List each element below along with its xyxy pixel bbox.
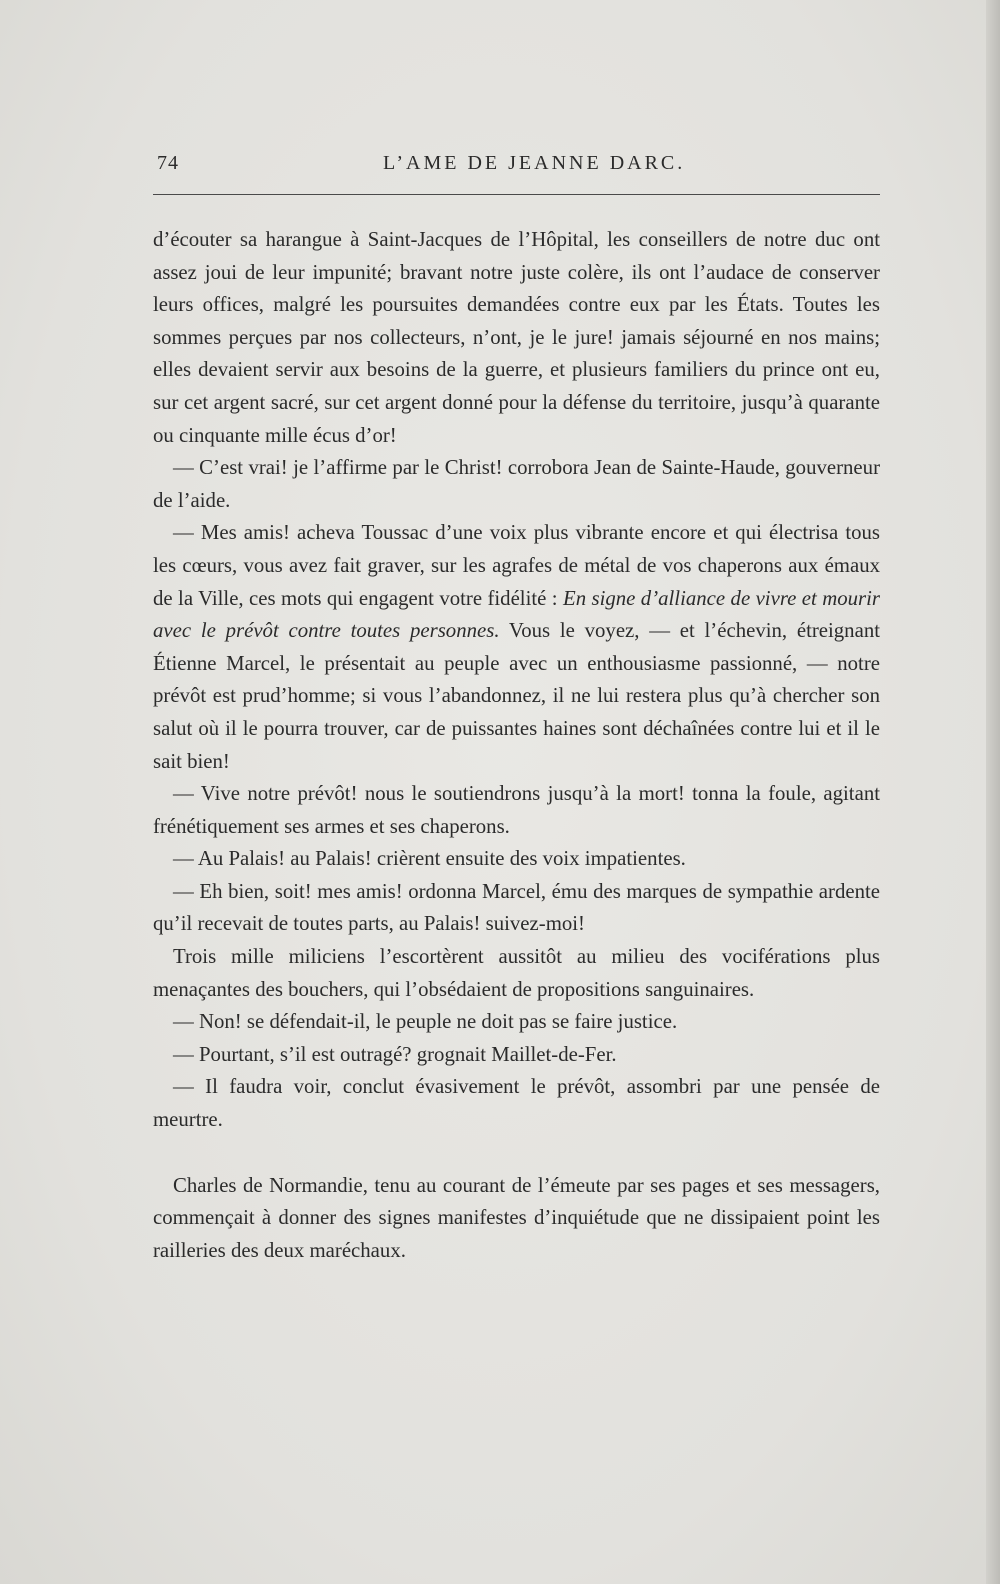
paragraph-narrative: Charles de Normandie, tenu au courant de l’émeute par ses pages et ses messagers, commençait à donner des signes manifestes d’inquiétude que ne dissipaient point les railleries des deux maréchaux. xyxy=(153,1173,880,1262)
paragraph-dialogue: — Pourtant, s’il est outragé? grognait Maillet-de-Fer. xyxy=(173,1042,617,1066)
paragraph-text: Vous le voyez, — et l’échevin, étreignant Étienne Marcel, le présentait au peuple avec un enthousiasme passionné, — notre prévôt est prud’homme; si vous l’abandonnez, il ne lui restera plus qu’à chercher son salut où il le pourra trouver, car de puissantes haines sont déchaînées contre lui et il le sait bien! xyxy=(153,619,880,773)
italic-inscription: En signe d’alliance de vivre et mourir avec le prévôt contre toutes personnes. xyxy=(153,586,880,643)
paragraph-dialogue: — Vive notre prévôt! nous le soutiendrons jusqu’à la mort! tonna la foule, agitant frénétiquement ses armes et ses chaperons. xyxy=(153,782,880,838)
paragraph-dialogue: — Eh bien, soit! mes amis! ordonna Marcel, ému des marques de sympathie ardente qu’il recevait de toutes parts, au Palais! suivez-moi! xyxy=(153,879,880,936)
paragraph-dialogue xyxy=(153,517,880,778)
paragraph-narrative: Trois mille miliciens l’escortèrent aussitôt au milieu des vociférations plus menaçantes des bouchers, qui l’obsédaient de propositions sanguinaires. xyxy=(153,945,880,1001)
page-edge-shadow xyxy=(986,0,1000,1584)
body-text xyxy=(153,224,880,1267)
paragraph-dialogue: — C’est vrai! je l’affirme par le Christ! corrobora Jean de Sainte-Haude, gouverneur de l’aide. xyxy=(153,456,880,512)
header-rule xyxy=(153,194,880,195)
paragraph-text: — Mes amis! acheva Toussac d’une voix plus vibrante encore et qui électrisa tous les cœurs, vous avez fait graver, sur les agrafes de métal de vos chaperons aux émaux de la Ville, ces mots qui engagent votre fidélité : xyxy=(153,521,880,610)
running-head xyxy=(153,152,878,182)
paragraph-dialogue: — Non! se défendait-il, le peuple ne doit pas se faire justice. xyxy=(173,1010,678,1034)
running-title: L’AME DE JEANNE DARC. xyxy=(383,152,686,174)
paragraph-continued: d’écouter sa harangue à Saint-Jacques de l’Hôpital, les conseillers de notre duc ont assez joui de leur impunité; bravant notre juste colère, ils ont l’audace de conserver leurs offices, malgré les poursuites demandées contre eux par les États. Toutes les sommes perçues par nos collecteurs, n’ont, je le jure! jamais séjourné en nos mains; elles devaient servir aux besoins de la guerre, et plusieurs familiers du prince ont eu, sur cet argent sacré, sur cet argent donné pour la défense du territoire, jusqu’à quarante ou cinquante mille écus d’or! xyxy=(153,228,880,447)
page-number: 74 xyxy=(157,152,179,174)
paragraph-dialogue: — Il faudra voir, conclut évasivement le prévôt, assombri par une pensée de meurtre. xyxy=(153,1075,880,1132)
paragraph-dialogue: — Au Palais! au Palais! crièrent ensuite des voix impatientes. xyxy=(173,847,686,871)
